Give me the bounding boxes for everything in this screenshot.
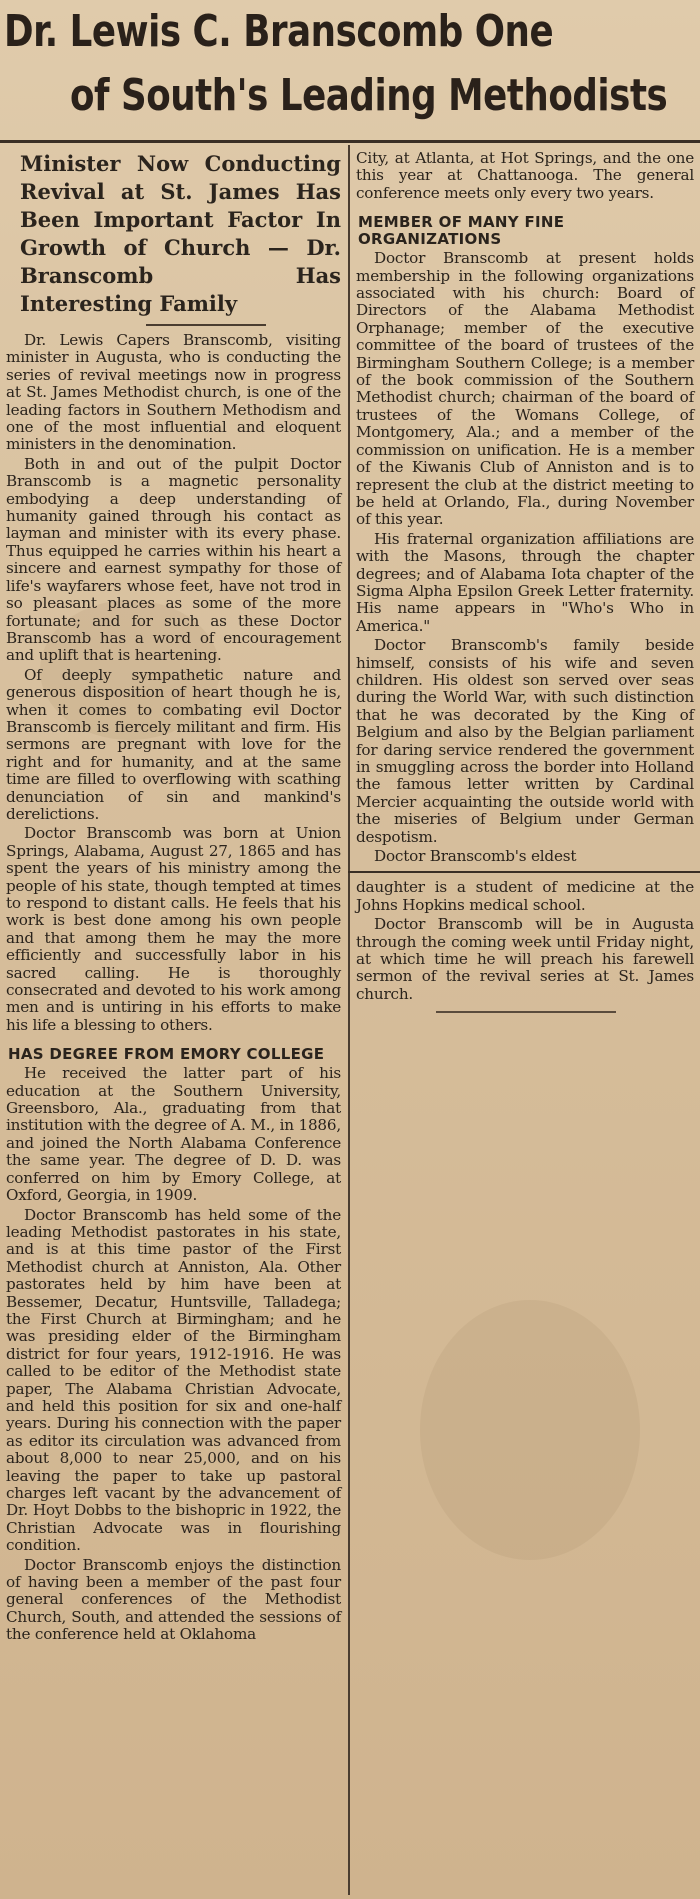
deck-headline: Minister Now Conducting Revival at St. James Has Been Important Factor In Growth of Church — Dr. Branscomb Has Interesting Family (20, 151, 341, 316)
left-column (6, 150, 341, 1646)
headline-line-1: Dr. Lewis C. Branscomb One (4, 6, 554, 57)
column-divider (348, 145, 350, 1895)
article-paragraph: Doctor Branscomb's family beside himself, consists of his wife and seven children. His oldest son served over seas during the World War, with such distinction that he was decorated by the King of Belgium and also by the Belgian parliament for daring service rendered the government in smuggling across the border into Holland the famous letter written by Cardinal Mercier acquainting the outside world with the miseries of Belgium under German despotism. (356, 636, 694, 846)
deck-rule (146, 324, 266, 326)
right-column (356, 150, 694, 1013)
article-paragraph: Doctor Branscomb at present holds membership in the following organizations associated with his church: Board of Directors of the Alabama Methodist Orphanage; member of the executive committee of the board of trustees of the Birmingham Southern College; is a member of the book commission of the Southern Methodist church; chairman of the board of trustees of the Womans College, of Montgomery, Ala.; and a member of the commission on unification. He is a member of the Kiwanis Club of Anniston and is to represent the club at the district meeting to be held at Orlando, Fla., during November of this year. (356, 249, 694, 529)
article-paragraph: Doctor Branscomb has held some of the leading Methodist pastorates in his state, and is at this time pastor of the First Methodist church at Anniston, Ala. Other pastorates held by him have been at Bessemer, Decatur, Huntsville, Talladega; the First Church at Birmingham; and he was presiding elder of the Birmingham district for four years, 1912-1916. He was called to be editor of the Methodist state paper, The Alabama Christian Advocate, and held this position for six and one-half years. During his connection with the paper as editor its circulation was advanced from about 8,000 to near 25,000, and on his leaving the paper to take up pastoral charges left vacant by the advancement of Dr. Hoyt Dobbs to the bishopric in 1922, the Christian Advocate was in flourishing condition. (6, 1205, 341, 1555)
subhead-organizations: MEMBER OF MANY FINE ORGANIZATIONS (358, 213, 565, 249)
headline-rule (0, 140, 700, 143)
section-rule (348, 871, 700, 873)
end-rule (436, 1011, 616, 1013)
subhead-degree: HAS DEGREE FROM EMORY COLLEGE (8, 1045, 325, 1064)
article-paragraph: Dr. Lewis Capers Branscomb, visiting minister in Augusta, who is conducting the series of revival meetings now in progress at St. James Methodist church, is one of the leading factors in Southern Methodism and one of the most influential and eloquent ministers in the denomination. (6, 331, 341, 454)
article-paragraph: Both in and out of the pulpit Doctor Branscomb is a magnetic personality embodying a deep understanding of humanity gained through his contact as layman and minister with its every phase. Thus equipped he carries within his heart a sincere and earnest sympathy for those of life's wayfarers whose feet, have not trod in so pleasant places as some of the more fortunate; and for such as these Doctor Branscomb has a word of encouragement and uplift that is heartening. (6, 454, 341, 665)
article-paragraph: Doctor Branscomb will be in Augusta through the coming week until Friday night, at which time he will preach his farewell sermon of the revival series at St. James church. (356, 915, 694, 1003)
headline-line-2: of South's Leading Methodists (70, 70, 668, 121)
article-paragraph: Of deeply sympathetic nature and generous disposition of heart though he is, when it comes to combating evil Doctor Branscomb is fiercely militant and firm. His sermons are pregnant with love for the right and for humanity, and at the same time are filled to overflowing with scathing denunciation of sin and mankind's derelictions. (6, 665, 341, 823)
article-paragraph: City, at Atlanta, at Hot Springs, and the one this year at Chattanooga. The general conference meets only every two years. (356, 149, 694, 202)
article-paragraph: Doctor Branscomb was born at Union Springs, Alabama, August 27, 1865 and has spent the years of his ministry among the people of his state, though tempted at times to respond to distant calls. He feels that his work is best done among his own people and that among them he may the more efficiently and successfully labor in his sacred calling. He is thoroughly consecrated and devoted to his work among men and is untiring in his efforts to make his life a blessing to others. (6, 824, 341, 1034)
paper-stain (420, 1300, 640, 1560)
article-paragraph: Doctor Branscomb enjoys the distinction of having been a member of the past four general conferences of the Methodist Church, South, and attended the sessions of the conference held at Oklahoma (6, 1555, 341, 1644)
article-paragraph: Doctor Branscomb's eldest (374, 847, 577, 866)
article-paragraph: His fraternal organization affiliations are with the Masons, through the chapter degrees; and of Alabama Iota chapter of the Sigma Alpha Epsilon Greek Letter fraternity. His name appears in "Who's Who in America." (356, 529, 694, 635)
article-paragraph: daughter is a student of medicine at the Johns Hopkins medical school. (356, 878, 694, 914)
article-paragraph: He received the latter part of his education at the Southern University, Greensboro, Ala., graduating from that institution with the degree of A. M., in 1886, and joined the North Alabama Conference the same year. The degree of D. D. was conferred on him by Emory College, at Oxford, Georgia, in 1909. (6, 1064, 341, 1205)
